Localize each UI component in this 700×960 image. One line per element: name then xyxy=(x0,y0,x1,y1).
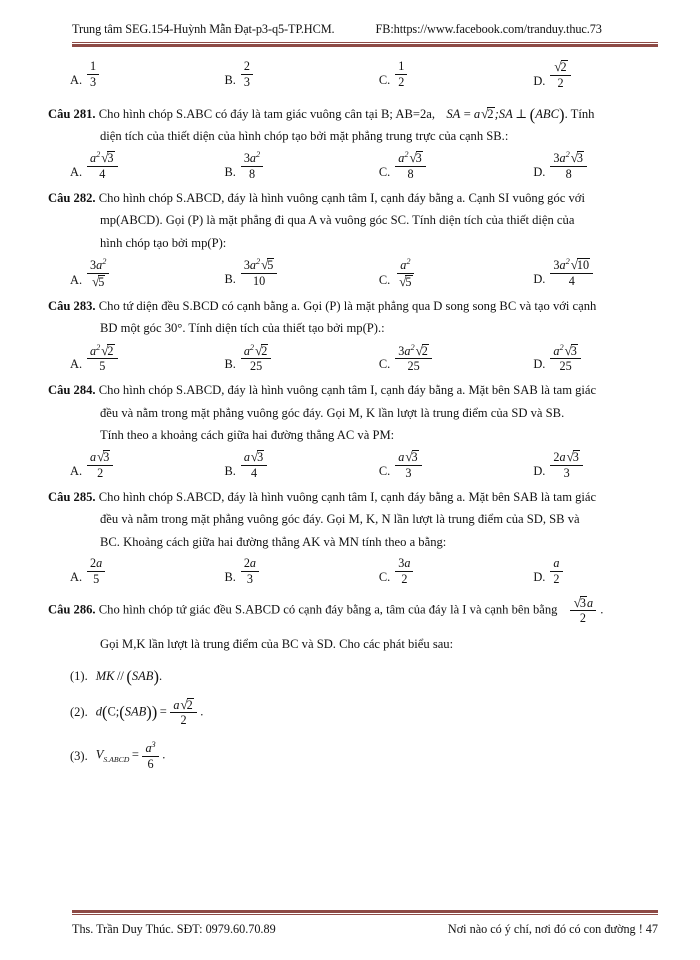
answer-option-b: B. $\frac{a√3}{4}$ xyxy=(224,450,378,480)
question-text-282-line2: mp(ABCD). Gọi (P) là mặt phẳng đi qua A và vuông góc SC. Tính diện tích của thiết diện của xyxy=(100,213,575,228)
answer-option-c xyxy=(379,60,533,89)
answer-row-282 xyxy=(48,258,665,289)
statement-1-body: MK // (SAB). xyxy=(95,666,163,686)
answer-label-a: A. xyxy=(70,72,83,87)
question-number-284: Câu 284. xyxy=(48,383,96,398)
answer-option-c: C. $\frac{3a}{2}$ xyxy=(379,557,533,586)
answer-value-b: $\frac{2}{3}$ xyxy=(241,60,253,89)
page-header xyxy=(72,22,658,52)
statement-2-number: (2). xyxy=(70,704,88,719)
question-284 xyxy=(48,383,665,480)
answer-row-top xyxy=(48,60,665,90)
answer-option-a: A. $\frac{a^2√2}{5}$ xyxy=(70,344,224,374)
question-281-tail: . Tính xyxy=(564,106,595,121)
answer-option-a: A. $\frac{a^2√3}{4}$ xyxy=(70,151,224,181)
statement-2 xyxy=(48,698,665,728)
answer-option-a: A. $\frac{a√3}{2}$ xyxy=(70,450,224,480)
footer-left-text: Ths. Trần Duy Thúc. SĐT: 0979.60.70.89 xyxy=(72,922,276,936)
question-281-math: SA xyxy=(446,106,461,121)
answer-option-d: D. $\frac{a^2√3}{25}$ xyxy=(533,344,665,374)
question-282 xyxy=(48,191,665,289)
sqrt-icon: √2 xyxy=(481,105,494,121)
question-number-283: Câu 283. xyxy=(48,298,96,313)
question-number-286: Câu 286. xyxy=(48,602,96,617)
answer-option-c: C. $\frac{a^2}{√5}$ xyxy=(378,257,412,289)
page-footer xyxy=(72,910,658,942)
answer-option-a: A. $\frac{2a}{5}$ xyxy=(70,557,224,586)
answer-row-281 xyxy=(48,151,665,181)
header-right-text: FB:https://www.facebook.com/tranduy.thuc.73 xyxy=(375,22,602,36)
question-text-285-line3: BC. Khoảng cách giữa hai đường thẳng AK và MN tính theo a bằng: xyxy=(100,534,447,549)
question-286-math: $\frac{√3a}{2}$ xyxy=(570,596,596,626)
question-text-284-line1: Cho hình chóp S.ABCD, đáy là hình vuông cạnh tâm I, cạnh đáy bằng a. Mặt bên SAB là tam giác xyxy=(98,383,597,398)
question-text-286-line2: Gọi M,K lần lượt là trung điểm của BC và SD. Cho các phát biểu sau: xyxy=(100,637,454,652)
answer-row-283 xyxy=(48,344,665,374)
answer-option-d: D. $\frac{3a^2√3}{8}$ xyxy=(533,151,665,181)
answer-label-b: B. xyxy=(224,72,236,87)
answer-option-a: A. $\frac{3a^2}{√5}$ xyxy=(70,258,224,289)
question-number-285: Câu 285. xyxy=(48,489,96,504)
answer-option-c: C. $\frac{a√3}{3}$ xyxy=(379,450,533,480)
statement-3-number: (3). xyxy=(70,748,88,763)
answer-row-284 xyxy=(48,450,665,480)
question-text-285-line2: đều và nằm trong mặt phẳng vuông góc đáy. Gọi M, K, N lần lượt là trung điểm của SD, SB và xyxy=(100,512,580,527)
question-text-286-line1: Cho hình chóp tứ giác đều S.ABCD có cạnh đáy bằng a, tâm của đáy là I và cạnh bên bằng xyxy=(98,602,558,617)
answer-value-c: $\frac{1}{2}$ xyxy=(395,60,407,89)
question-286-tail: . xyxy=(600,602,604,617)
answer-option-b: B. $\frac{a^2√2}{25}$ xyxy=(224,344,378,374)
question-number-282: Câu 282. xyxy=(48,191,96,206)
footer-right-text: Nơi nào có ý chí, nơi đó có con đường ! 47 xyxy=(447,922,658,936)
question-text-281-line1: Cho hình chóp S.ABC có đáy là tam giác vuông cân tại B; AB=2a, xyxy=(98,106,435,121)
question-286 xyxy=(48,596,665,771)
question-text-282-line1: Cho hình chóp S.ABCD, đáy là hình vuông cạnh tâm I, cạnh đáy bằng a. Cạnh SI vuông góc với xyxy=(98,191,585,206)
header-rule xyxy=(72,42,658,47)
answer-value-a: $\frac{1}{3}$ xyxy=(87,60,99,89)
answer-option-d: D. $\frac{2a√3}{3}$ xyxy=(533,450,665,480)
answer-row-285 xyxy=(48,557,665,586)
question-text-281-line2: diện tích của thiết diện của hình chóp tạo bởi mặt phẳng trung trực của cạnh SB.: xyxy=(100,128,509,143)
statement-2-body: d(C;(SAB)) = $\frac{a√2}{2}$ . xyxy=(95,696,204,728)
header-left-text: Trung tâm SEG.154-Huỳnh Mẫn Đạt-p3-q5-TP.HCM. xyxy=(72,22,335,36)
answer-option-a xyxy=(70,60,224,89)
question-text-283-line1: Cho tứ diện đều S.BCD có cạnh bằng a. Gọi (P) là mặt phẳng qua D song song BC và tạo với cạnh xyxy=(98,298,597,313)
question-text-283-line2: BD một góc 30°. Tính diện tích của thiết tạo bởi mp(P).: xyxy=(100,321,385,336)
answer-option-c: C. $\frac{a^2√3}{8}$ xyxy=(379,151,533,181)
answer-label-c: C. xyxy=(378,72,391,87)
answer-option-b: B. $\frac{3a^2}{8}$ xyxy=(224,151,378,181)
question-text-285-line1: Cho hình chóp S.ABCD, đáy là hình vuông cạnh tâm I, cạnh đáy bằng a. Mặt bên SAB là tam giác xyxy=(98,489,597,504)
answer-option-d: D. $\frac{3a^2√10}{4}$ xyxy=(533,258,665,288)
statement-1 xyxy=(48,666,665,686)
question-text-284-line3: Tính theo a khoảng cách giữa hai đường thẳng AC và PM: xyxy=(100,427,395,442)
answer-option-d: D. $\frac{a}{2}$ xyxy=(533,557,665,586)
question-number-281: Câu 281. xyxy=(48,106,96,121)
answer-option-b: B. $\frac{3a^2√5}{10}$ xyxy=(224,258,378,288)
question-text-284-line2: đều và nằm trong mặt phẳng vuông góc đáy. Gọi M, K lần lượt là trung điểm của SD và SB. xyxy=(100,405,565,420)
question-281: Câu 281. Cho hình chóp S.ABC có đáy là tam giác vuông cân tại B; AB=2a, SA = a√2;SA ⊥ (ABC). Tính diện tích của thiết diện của hình chóp tạo bởi mặt phẳng trung trực của cạnh SB.: A. $\frac{a^2√3}{4}$ B. $\frac{3a^2}{8}$ C. $\frac{a^2√3}{8}$ D. $\frac{3a^2√3}{8}$ xyxy=(48,106,665,181)
answer-label-d: D. xyxy=(533,73,546,88)
statement-3-body: $V_{S.ABCD}$ = $\frac{a^3}{6}$ . xyxy=(95,740,166,772)
footer-rule xyxy=(72,910,658,915)
question-285 xyxy=(48,490,665,586)
statement-1-number: (1). xyxy=(70,668,88,683)
answer-option-b: B. $\frac{2a}{3}$ xyxy=(224,557,378,586)
question-283 xyxy=(48,299,665,373)
statement-3 xyxy=(48,741,665,771)
answer-option-c: C. $\frac{3a^2√2}{25}$ xyxy=(379,344,533,374)
answer-option-d xyxy=(533,60,665,90)
answer-value-d: $\frac{√2}{2}$ xyxy=(550,60,570,90)
question-text-282-line3: hình chóp tạo bởi mp(P): xyxy=(100,235,227,250)
sqrt-icon: √2 xyxy=(554,59,567,74)
answer-option-b xyxy=(224,60,378,89)
document-body xyxy=(48,60,665,785)
